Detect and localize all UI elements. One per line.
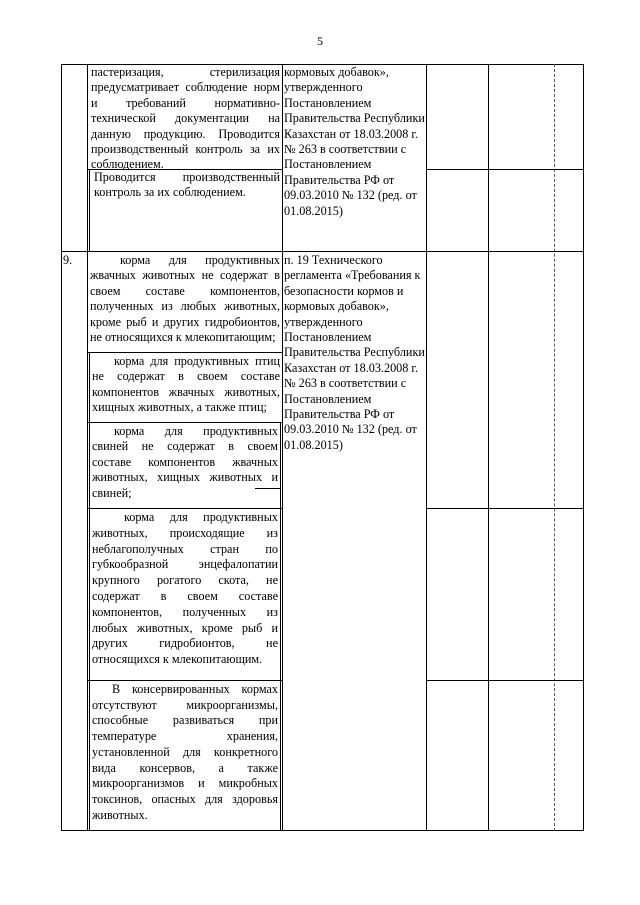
sub-cell-edge (89, 508, 90, 680)
dashed-column-border (554, 64, 555, 831)
requirement-column-border (282, 64, 283, 831)
table-bottom-border (61, 830, 584, 831)
right-column-divider (426, 508, 584, 509)
requirement-paragraph: корма для продуктивных жвачных животных не содержат в своем составе компонентов, полученных из любых животных, кроме рыб и других гидробионтов, не относящихся к млекопитающим; (90, 253, 280, 345)
requirement-text (90, 253, 280, 345)
sub-row-divider (87, 508, 283, 509)
requirement-paragraph: корма для продуктивных птиц не содержат в своем составе компонентов жвачных животных, хищных животных, а также птиц; (92, 354, 280, 415)
reference-column-border (426, 64, 427, 831)
page-number: 5 (317, 34, 323, 48)
regulation-reference (284, 253, 425, 453)
sub-cell-edge (280, 508, 281, 680)
sub-cell-edge (280, 422, 281, 508)
table-right-border (583, 64, 584, 831)
requirement-text (92, 424, 278, 501)
sub-cell-edge (280, 680, 281, 830)
number-column-border (87, 64, 88, 831)
sub-cell-edge (89, 680, 90, 830)
requirement-paragraph: корма для продуктивных свиней не содержат в своем составе компонентов жвачных животных, хищных животных и свиней; (92, 424, 278, 500)
reference-paragraph: п. 19 Технического регламента «Требования к безопасности кормов и кормовых добавок», утвержденного Постановлением Правительства Республики Казахстан от 18.03.2008 г. № 263 в соответствии с Постановлением Правительства РФ от 09.03.2010 № 132 (ред. от 01.08.2015) (284, 253, 425, 452)
sub-cell-edge (89, 169, 90, 252)
sub-row-divider (87, 680, 283, 681)
requirement-text (91, 65, 280, 173)
sub-cell-edge (89, 422, 90, 508)
right-column-divider (426, 169, 584, 170)
row-divider (61, 251, 584, 252)
column-border (488, 64, 489, 831)
requirement-paragraph: корма для продуктивных животных, происходящие из неблагополучных стран по губкообразной энцефалопатии крупного рогатого скота, не содержат в своем составе компонентов, полученных из любых животных, кроме рыб и других гидробионтов, не относящихся к млекопитающим. (92, 510, 278, 667)
sub-row-divider (87, 422, 283, 423)
regulation-reference (284, 65, 425, 219)
requirement-text (94, 170, 280, 201)
right-column-divider (426, 680, 584, 681)
requirement-text (92, 682, 278, 823)
requirement-paragraph: пастеризация, стерилизация предусматривает соблюдение норм и требований нормативно-технической документации на данную продукцию. Проводится производственный контроль за их соблюдением. (91, 65, 280, 172)
requirement-paragraph: Проводится производственный контроль за их соблюдением. (94, 170, 280, 200)
requirement-text (92, 354, 280, 416)
sub-cell-edge (89, 352, 90, 422)
requirement-text (92, 510, 278, 668)
table-left-border (61, 64, 62, 831)
reference-paragraph: кормовых добавок», утвержденного Постановлением Правительства Республики Казахстан от 18.03.2008 г. № 263 в соответствии с Постановлением Правительства РФ от 09.03.2010 № 132 (ред. от 01.08.2015) (284, 65, 425, 218)
requirement-paragraph: В консервированных кормах отсутствуют микроорганизмы, способные развиваться при температуре хранения, установленной для конкретного вида консервов, а также микроорганизмов и микробных токсинов, опасных для здоровья животных. (92, 682, 278, 822)
row-number: 9. (63, 253, 73, 267)
sub-row-divider (87, 352, 283, 353)
